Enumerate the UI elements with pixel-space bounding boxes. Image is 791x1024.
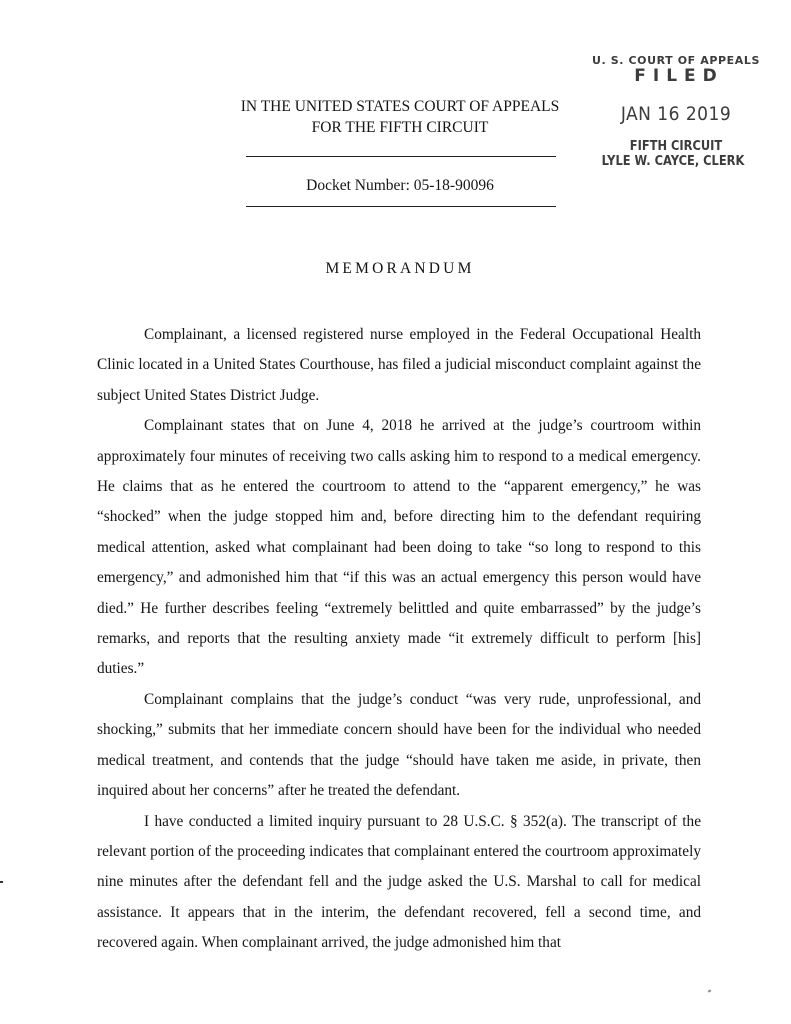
stamp-date: JAN 16 2019 bbox=[620, 103, 732, 125]
stamp-circuit-line: FIFTH CIRCUIT bbox=[629, 139, 723, 154]
memorandum-body bbox=[97, 320, 701, 959]
stamp-court-line: U. S. COURT OF APPEALS bbox=[591, 54, 761, 67]
court-heading-line-2: FOR THE FIFTH CIRCUIT bbox=[311, 119, 489, 136]
scan-mark-left bbox=[0, 881, 3, 883]
filed-stamp bbox=[588, 54, 764, 169]
court-heading bbox=[200, 96, 600, 138]
paragraph-4: I have conducted a limited inquiry pursuant to 28 U.S.C. § 352(a). The transcript of the relevant portion of the proceeding indicates that complainant entered the courtroom approximately nine minutes after the defendant fell and the judge asked the U.S. Marshal to call for medical assistance. It appears that in the interim, the defendant recovered, fell a second time, and recovered again. When complainant arrived, the judge admonished him that bbox=[97, 812, 701, 952]
paragraph-1: Complainant, a licensed registered nurse employed in the Federal Occupational Health Clinic located in a United States Courthouse, has filed a judicial misconduct complaint against the subject United States District Judge. bbox=[97, 326, 701, 404]
court-heading-line-1: IN THE UNITED STATES COURT OF APPEALS bbox=[240, 98, 560, 115]
docket-number: Docket Number: 05-18-90096 bbox=[306, 177, 494, 194]
stamp-filed-line: FILED bbox=[634, 66, 724, 86]
scan-mark-right bbox=[708, 989, 712, 992]
header-rule-top bbox=[246, 156, 556, 157]
stamp-clerk-line: LYLE W. CAYCE, CLERK bbox=[601, 154, 745, 169]
memorandum-title: MEMORANDUM bbox=[325, 260, 475, 277]
paragraph-3: Complainant complains that the judge’s conduct “was very rude, unprofessional, and shocking,” submits that her immediate concern should have been for the individual who needed medical treatment, and contends that the judge “should have taken me aside, in private, then inquired about her concerns” after he treated the defendant. bbox=[97, 690, 701, 800]
paragraph-2: Complainant states that on June 4, 2018 he arrived at the judge’s courtroom within approximately four minutes of receiving two calls asking him to respond to a medical emergency. He claims that as he entered the courtroom to attend to the “apparent emergency,” he was “shocked” when the judge stopped him and, before directing him to the defendant requiring medical attention, asked what complainant had been doing to take “so long to respond to this emergency,” and admonished him that “if this was an actual emergency this person would have died.” He further describes feeling “extremely belittled and quite embarrassed” by the judge’s remarks, and reports that the resulting anxiety made “it extremely difficult to perform [his] duties.” bbox=[97, 417, 701, 678]
header-rule-bottom bbox=[246, 206, 556, 207]
